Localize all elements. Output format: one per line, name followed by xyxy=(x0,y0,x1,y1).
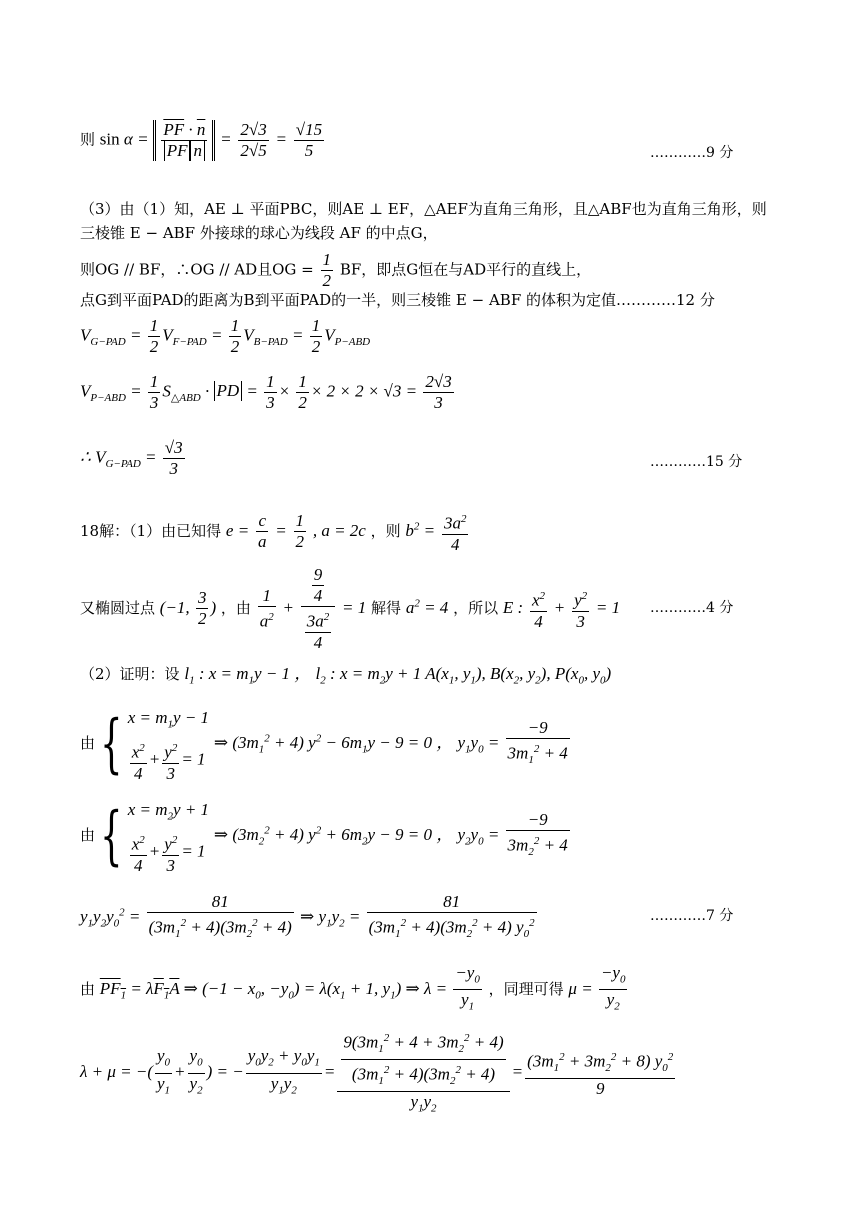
q18-part1: 18解：（1）由已知得 e = $\frac{c}{a}$ = $\frac{1}{2}$ , a = 2c ，则 $b^2$ = $\frac{3a^2}{4}$ xyxy=(80,509,470,555)
abs-fraction: $\frac{\overline{PF} \cdot \overline{n}}{\overline{PF} \overline{n}}$ xyxy=(153,120,215,161)
volume-p-abd: $V_{P-ABD}$ = $\frac{1}{3}$ $S_{\triangle ABD}$ · PD = $\frac{1}{3}$ × $\frac{1}{2}$ × 2 × 2 × √3 = $\frac{2√3}{3}$ xyxy=(80,372,452,412)
part3-text: （3）由（1）知，AE ⊥ 平面PBC，则AE ⊥ EF，△AEF为直角三角形，且△ABF也为直角三角形，则 xyxy=(80,200,767,218)
lambda-line: 由 $PF_1 = \lambda F_1A$ ⇒ ($-1 - x_0$, $-y_0) = \lambda(x_1 + 1$, $y_1$) ⇒ λ = $\frac{-y_0}{y_1}$ ，同理可得 μ = $\frac{-y_0}{y_2}$ xyxy=(80,963,626,1013)
ellipse-point-line: 又椭圆过点 (−1, $\frac{3}{2}$ ) ，由 $\frac{1}{a^2}$ + $\frac{\frac{9}{4}}{\frac{3a^2}{4}}$ = 1 解得 $a^2 = 4$ ，所以 E : $\frac{x^2}{4}$ + $\frac{y^2}{3}$ = 1 xyxy=(80,565,621,652)
distance-line: 点G到平面PAD的距离为B到平面PAD的一半，则三棱锥 E − ABF 的体积为定值…………12 分 xyxy=(80,291,715,309)
part3-text-2: 三棱锥 E − ABF 外接球的球心为线段 AF 的中点G， xyxy=(80,224,438,242)
product-line: $y_1y_2y_0^2$ = $\frac{81}{(3m_1^2 + 4)(3m_2^2 + 4)}$ ⇒ $y_1y_2$ = $\frac{81}{(3m_1^2 + 4)(3m_2^2 + 4) y_0^2}$ xyxy=(80,892,535,941)
system-2: 由{ $x = m_2y + 1$ $\frac{x^2}{4}$ + $\frac{y^2}{3}$ = 1 ⇒ $(3m_2^2 + 4) y^2 + 6m_2y - 9 = 0$ ， $y_2y_0$ = $\frac{-9}{3m_2^2 + 4}$ xyxy=(80,799,568,876)
part2-setup: （2）证明：设 $l_1$ : $x = m_1y - 1$ ， $l_2$ : $x = m_2y + 1$ $A(x_1$, $y_1$), $B(x_2$, $y_2$), $P(x_0$, $y_0$) xyxy=(80,664,612,687)
volume-chain: $V_{G-PAD}$ = $\frac{1}{2}$ $V_{F-PAD}$ = $\frac{1}{2}$ $V_{B-PAD}$ = $\frac{1}{2}$ $V_{P-ABD}$ xyxy=(80,316,371,356)
lambda-mu-sum: λ + μ = −( $\frac{y_0}{y_1}$ + $\frac{y_0}{y_2}$ ) = − $\frac{y_0y_2 + y_0y_1}{y_1y_2}$ = $\frac{\frac{9(3m_1^2 + 4 + 3m_2^2 + 4)}{(3m_1^2 + 4)(3m_2^2 + 4)}}{y_1y_2}$ = $\frac{(3m_1^2 + 3m_2^2 + 8) y_0^2}{9}$ xyxy=(80,1028,677,1118)
score-9: …………9 分 xyxy=(650,145,734,161)
volume-result: ∴ $V_{G-PAD}$ = $\frac{√3}{3}$ xyxy=(80,438,183,478)
line-prefix: 则 xyxy=(80,130,96,149)
system-1: 由{ $x = m_1y - 1$ $\frac{x^2}{4}$ + $\frac{y^2}{3}$ = 1 ⇒ $(3m_1^2 + 4) y^2 - 6m_1y - 9 = 0$ ， $y_1y_0$ = $\frac{-9}{3m_1^2 + 4}$ xyxy=(80,707,568,784)
score-4: …………4 分 xyxy=(650,600,734,616)
og-parallel-line: 则OG // BF，∴OG // AD且OG = $\frac{1}{2}$ BF，即点G恒在与AD平行的直线上， xyxy=(80,250,592,290)
score-7: …………7 分 xyxy=(650,908,734,924)
score-15: …………15 分 xyxy=(650,454,743,470)
sin-alpha-line: 则 sin α = $\frac{\overline{PF} \cdot \overline{n}}{\overline{PF} \overline{n}}$ = $\frac{2√3}{2√5}$ = $\frac{√15}{5}$ xyxy=(80,120,323,161)
